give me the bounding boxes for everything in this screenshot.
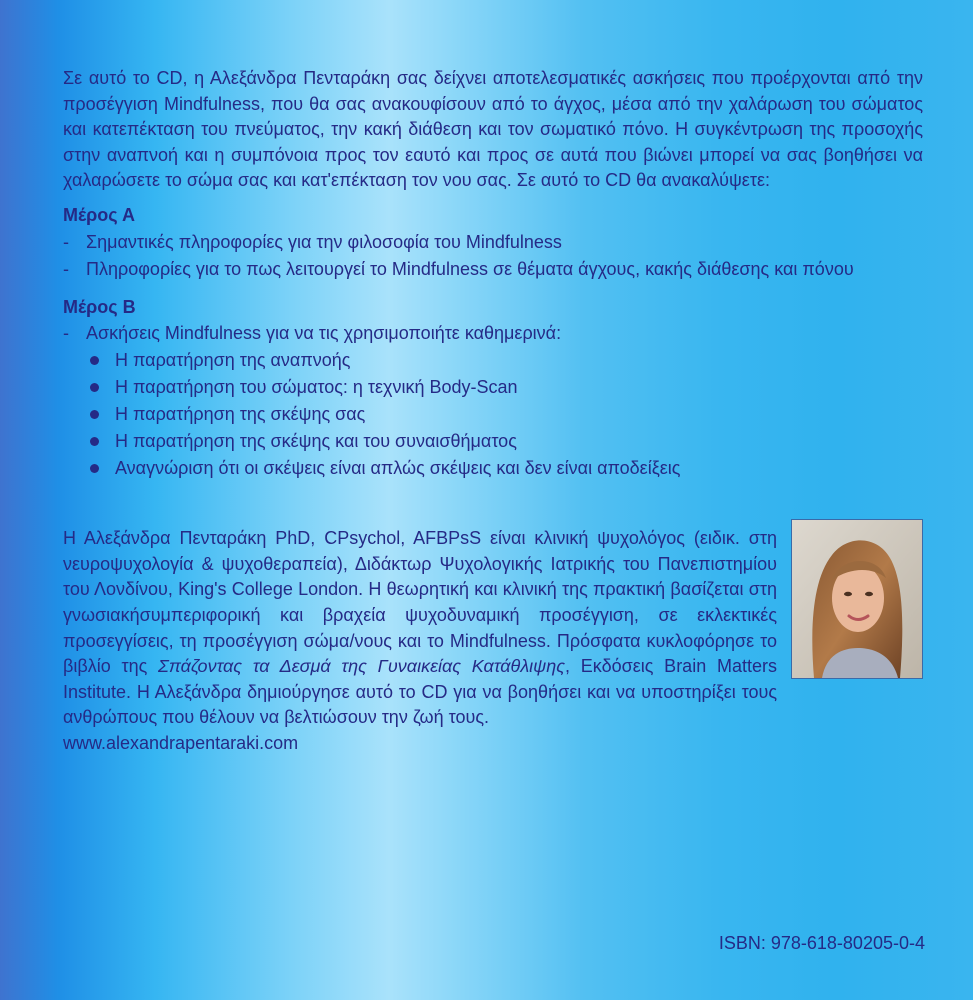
bullet-dot-icon xyxy=(90,383,99,392)
bullet-dot-icon xyxy=(90,356,99,365)
bio-text-start: Η Αλεξάνδρα Πενταράκη PhD, CPsychol, AFBPsS είναι κλινική ψυχολόγος (ειδικ. στη νευροψυχολογία & ψυχοθεραπεία), Διδάκτωρ Ψυχολογικής Ιατρικής του Πανεπιστημίου του Λονδίνου, King's College London. Η θεωρητική και κλινική της πρακτική βασίζεται στη γνωσιακήσυμπεριφορική και βραχεία ψυχοδυναμική προσέγγιση, σε εκλεκτικές προσεγγίσεις, τη προσέγγιση σώμα/νους και το Mindfulness. Πρόσφατα κυκλοφόρησε το βιβλίο της xyxy=(63,528,777,677)
bullet-text: Η παρατήρηση της σκέψης σας xyxy=(115,404,366,425)
bullet-item xyxy=(90,455,923,482)
bullet-item xyxy=(90,401,923,428)
bio-text-end: , Εκδόσεις Brain Matters Institute. Η Αλεξάνδρα δημιούργησε αυτό το CD για να βοηθήσει και να υποστηρίξει τους ανθρώπους που θέλουν να βελτιώσουν την ζωή τους. xyxy=(63,656,777,728)
part-a-list xyxy=(63,229,923,283)
bullet-text: Η παρατήρηση του σώματος: η τεχνική Body-Scan xyxy=(115,377,518,398)
list-item-text: Σημαντικές πληροφορίες για την φιλοσοφία του Mindfulness xyxy=(86,231,562,252)
back-cover-content xyxy=(63,66,923,757)
bullet-text: Η παρατήρηση της αναπνοής xyxy=(115,350,351,371)
bullet-item xyxy=(90,374,923,401)
author-photo xyxy=(791,519,923,679)
part-a-title: Μέρος Α xyxy=(63,204,135,225)
book-title: Σπάζοντας τα Δεσμά της Γυναικείας Κατάθλιψης xyxy=(158,656,566,677)
author-portrait-icon xyxy=(792,520,922,678)
author-website: www.alexandrapentaraki.com xyxy=(63,732,299,753)
bullet-item xyxy=(90,347,923,374)
isbn-label: ISBN: 978-618-80205-0-4 xyxy=(718,933,925,953)
bullet-dot-icon xyxy=(90,437,99,446)
bullet-item xyxy=(90,428,923,455)
list-item-text: Ασκήσεις Mindfulness για να τις χρησιμοποιήτε καθημερινά: xyxy=(86,323,562,344)
bullet-text: Αναγνώριση ότι οι σκέψεις είναι απλώς σκέψεις και δεν είναι αποδείξεις xyxy=(115,458,681,479)
list-item xyxy=(63,229,923,256)
exercise-bullet-list xyxy=(63,347,923,482)
part-b-title: Μέρος Β xyxy=(63,296,136,317)
list-item xyxy=(63,256,923,283)
bullet-dot-icon xyxy=(90,410,99,419)
bullet-dot-icon xyxy=(90,464,99,473)
list-item xyxy=(63,320,923,347)
dash-marker: - xyxy=(63,231,69,252)
bullet-text: Η παρατήρηση της σκέψης και του συναισθήματος xyxy=(115,431,517,452)
dash-marker: - xyxy=(63,323,69,344)
list-item-text: Πληροφορίες για το πως λειτουργεί το Mindfulness σε θέματα άγχους, κακής διάθεσης και πόνου xyxy=(86,258,854,279)
author-bio-section xyxy=(63,526,923,756)
part-b-list xyxy=(63,320,923,347)
intro-paragraph: Σε αυτό το CD, η Αλεξάνδρα Πενταράκη σας δείχνει αποτελεσματικές ασκήσεις που προέρχονται από την προσέγγιση Mindfulness, που θα σας ανακουφίσουν από το άγχος, μέσα από την χαλάρωση του σώματος και κατεπέκταση του πνεύματος, την κακή διάθεση και τον σωματικό πόνο. Η συγκέντρωση της προσοχής στην αναπνοή και η συμπόνοια προς τον εαυτό και προς σε αυτά που βιώνει μπορεί να σας βοηθήσει να χαλαρώσετε το σώμα σας και κατ'επέκταση τον νου σας. Σε αυτό το CD θα ανακαλύψετε: xyxy=(63,68,923,191)
dash-marker: - xyxy=(63,258,69,279)
